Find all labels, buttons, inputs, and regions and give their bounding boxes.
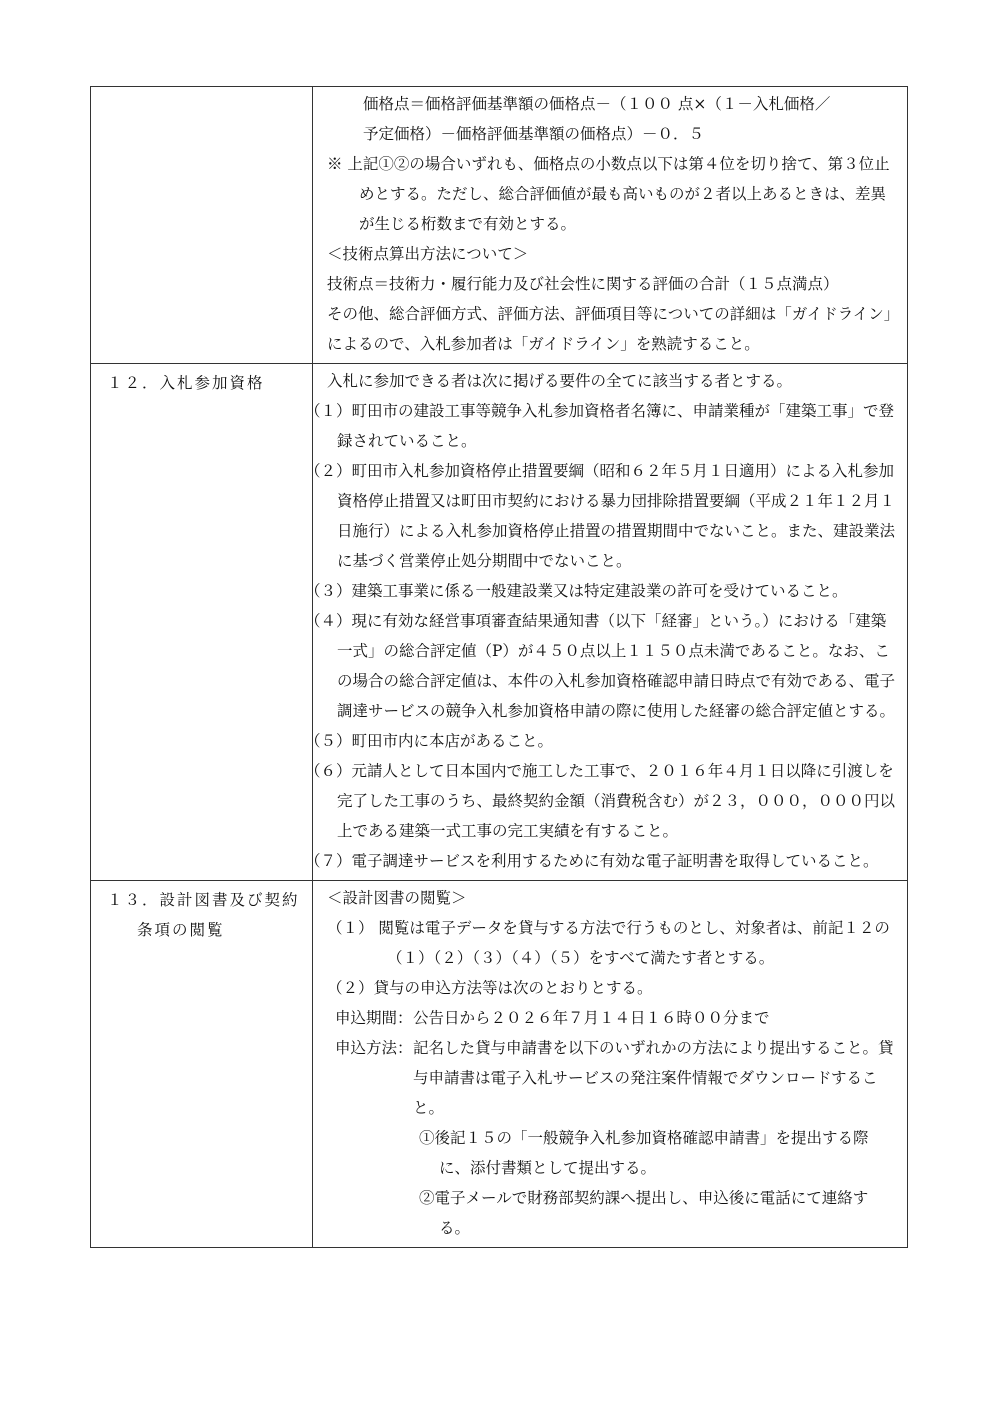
document-page [90,86,908,1248]
table-row-design-docs [91,881,908,1248]
row-content-price-formula [313,87,908,364]
eligibility-item-5: （５）町田市内に本店があること。 [305,732,554,750]
design-docs-heading: ＜設計図書の閲覧＞ [327,889,467,907]
eligibility-item-7: （７）電子調達サービスを利用するために有効な電子証明書を取得していること。 [305,852,879,870]
row-content-eligibility [305,364,908,881]
eligibility-lead: 入札に参加できる者は次に掲げる要件の全てに該当する者とする。 [327,372,793,390]
row-label-eligibility [91,364,313,881]
application-period-term: 申込期間： [335,1009,413,1027]
rounding-note: ※ 上記①②の場合いずれも、価格点の小数点以下は第４位を切り捨て、第３位止めとする。ただし、総合評価値が最も高いものが２者以上あるときは、差異が生じる桁数まで有効とする。 [327,155,890,233]
design-docs-item-2: （２）貸与の申込方法等は次のとおりとする。 [327,979,653,997]
eligibility-item-4: （４）現に有効な経営事項審査結果通知書（以下「経審」という。）における「建築一式」の総合評定値（P）が４５０点以上１１５０点未満であること。なお、この場合の総合評定値は、本件の入札参加資格確認申請日時点で有効である、電子調達サービスの競争入札参加資格申請の際に使用した経審の総合評定値とする。 [305,612,896,720]
application-method-term: 申込方法： [335,1039,413,1057]
application-method-option-1: ①後記１５の「一般競争入札参加資格確認申請書」を提出する際に、添付書類として提出する。 [419,1129,869,1177]
application-period-row [327,1003,899,1033]
eligibility-item-2: （２）町田市入札参加資格停止措置要綱（昭和６２年５月１日適用）による入札参加資格停止措置又は町田市契約における暴力団排除措置要綱（平成２１年１２月１日施行）による入札参加資格停止措置の措置期間中でないこと。また、建設業法に基づく営業停止処分期間中でないこと。 [305,462,896,570]
eligibility-item-3: （３）建築工事業に係る一般建設業又は特定建設業の許可を受けていること。 [305,582,848,600]
table-row-price-formula [91,87,908,364]
application-method-text: 記名した貸与申請書を以下のいずれかの方法により提出すること。貸与申請書は電子入札サービスの発注案件情報でダウンロードすること。 [413,1039,894,1117]
price-formula-line-2: 予定価格）－価格評価基準額の価格点）－０．５ [363,125,705,143]
specification-table [90,86,908,1248]
guideline-text: その他、総合評価方式、評価方法、評価項目等についての詳細は「ガイドライン」によるので、入札参加者は「ガイドライン」を熟読すること。 [327,305,892,353]
application-period-value: 公告日から２０２６年７月１４日１６時００分まで [413,1009,770,1027]
design-docs-item-1: （１） 閲覧は電子データを貸与する方法で行うものとし、対象者は、前記１２の（１）（２）（３）（４）（５）をすべて満たす者とする。 [327,919,890,967]
row-content-design-docs [313,881,908,1248]
design-docs-label-line-2: 条項の閲覧 [137,921,225,939]
tech-score-heading: ＜技術点算出方法について＞ [327,245,529,263]
design-docs-label-line-1: １３．設計図書及び契約 [107,891,300,909]
application-method-value [413,1033,899,1243]
row-label-design-docs [91,881,313,1248]
application-method-row [327,1033,899,1243]
price-formula-line-1: 価格点＝価格評価基準額の価格点－（１００ 点×（１－入札価格／ [363,95,831,113]
row-label-empty [91,87,313,364]
application-method-option-2: ②電子メールで財務部契約課へ提出し、申込後に電話にて連絡する。 [419,1189,869,1237]
table-row-eligibility [91,364,908,881]
eligibility-item-1: （１）町田市の建設工事等競争入札参加資格者名簿に、申請業種が「建築工事」で登録されていること。 [305,402,895,450]
tech-score-formula: 技術点＝技術力・履行能力及び社会性に関する評価の合計（１５点満点） [327,275,839,293]
eligibility-label: １２．入札参加資格 [107,374,265,392]
eligibility-item-6: （６）元請人として日本国内で施工した工事で、２０１６年４月１日以降に引渡しを完了した工事のうち、最終契約金額（消費税含む）が２３，０００，０００円以上である建築一式工事の完工実績を有すること。 [305,762,896,840]
